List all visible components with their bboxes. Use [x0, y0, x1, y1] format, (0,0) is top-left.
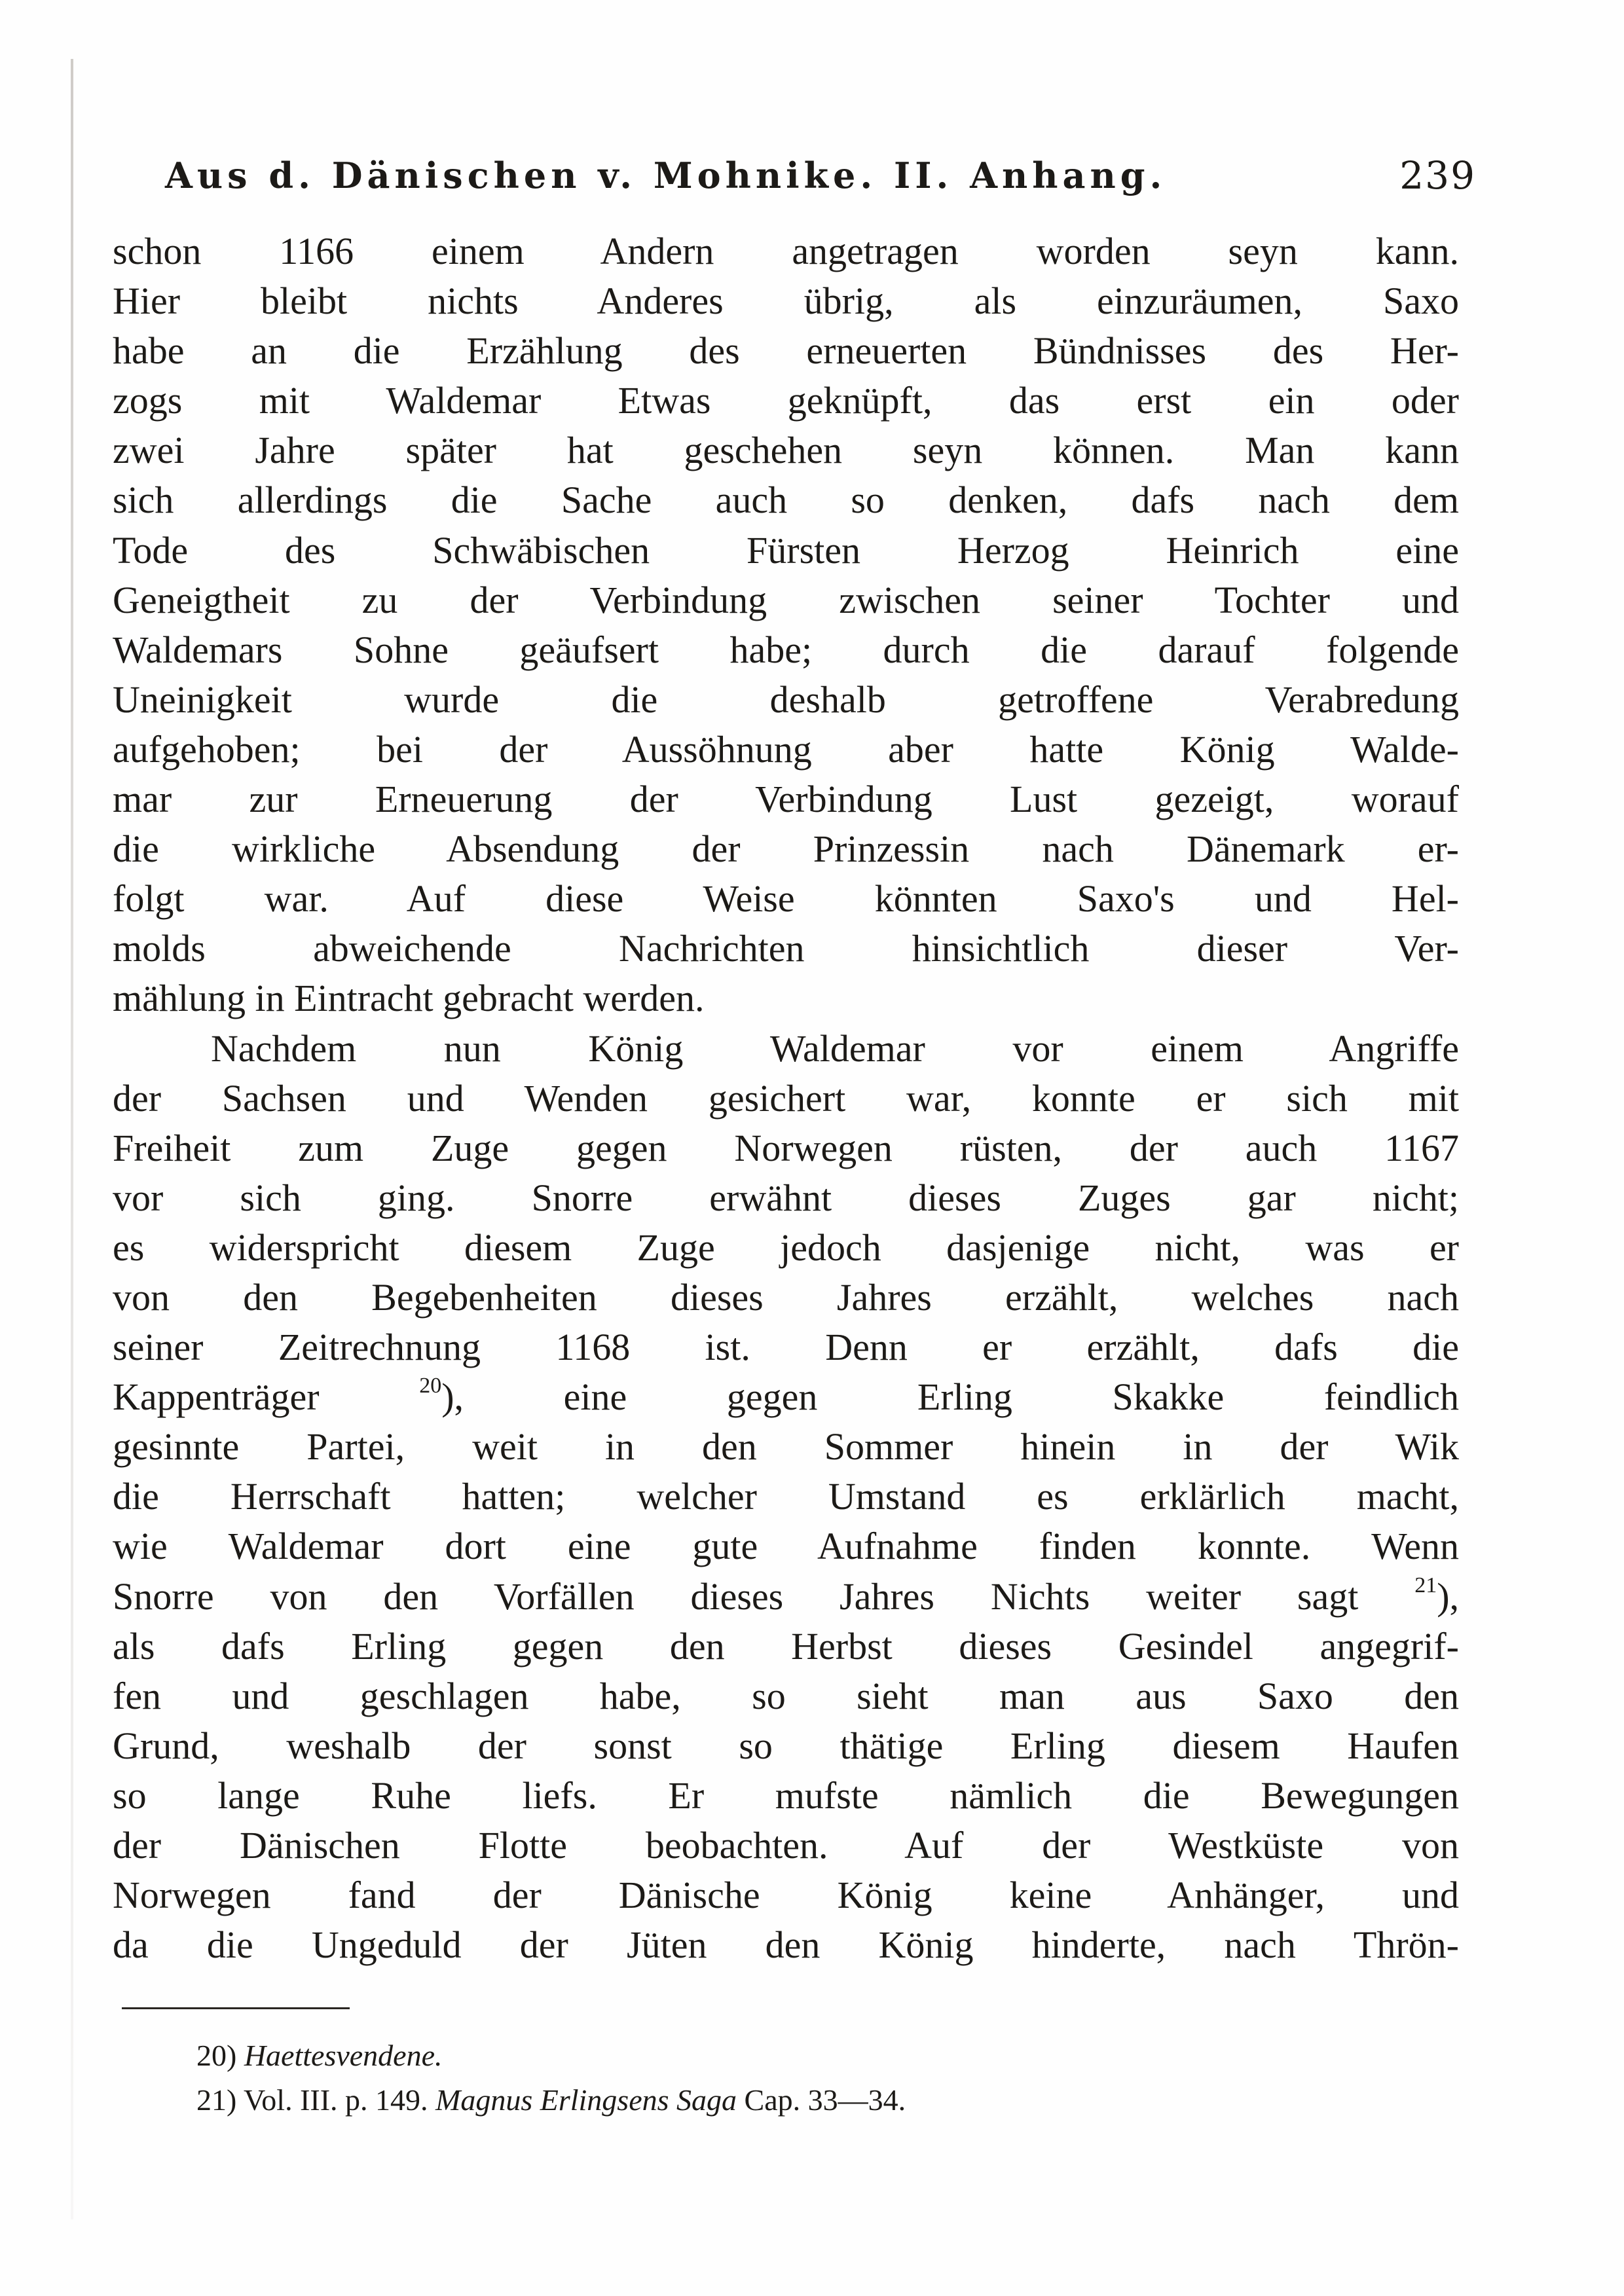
text-line: Hier bleibt nichts Anderes übrig, als einzuräumen, Saxo — [113, 280, 1459, 323]
text-line: es widerspricht diesem Zuge jedoch dasjenige nicht, was er — [113, 1226, 1459, 1269]
footnote-separator — [122, 2007, 350, 2009]
text-line: Tode des Schwäbischen Fürsten Herzog Heinrich eine — [113, 528, 1459, 572]
page-number: 239 — [1399, 153, 1476, 198]
text-line: wie Waldemar dort eine gute Aufnahme finden konnte. Wenn — [113, 1525, 1459, 1568]
text-line: als dafs Erling gegen den Herbst dieses Gesindel angegrif- — [113, 1624, 1459, 1667]
text-line: vor sich ging. Snorre erwähnt dieses Zuges gar nicht; — [113, 1176, 1459, 1219]
footnote-20 — [196, 2033, 1375, 2078]
text-line: die wirkliche Absendung der Prinzessin nach Dänemark er- — [113, 828, 1459, 871]
text-line: der Sachsen und Wenden gesichert war, konnte er sich mit — [113, 1076, 1459, 1120]
text-line: Uneinigkeit wurde die deshalb getroffene Verabredung — [113, 678, 1459, 721]
text-line: gesinnte Partei, weit in den Sommer hinein in der Wik — [113, 1425, 1459, 1468]
text-line: Norwegen fand der Dänische König keine Anhänger, und — [113, 1874, 1459, 1917]
footnote-text: Haettesvendene. — [244, 2039, 443, 2072]
scan-edge-shadow — [71, 59, 73, 2219]
text-line: fen und geschlagen habe, so sieht man aus Saxo den — [113, 1674, 1459, 1717]
text-segment: ), eine gegen Erling Skakke feindlich — [441, 1376, 1459, 1419]
text-line: so lange Ruhe liefs. Er mufste nämlich die Bewegungen — [113, 1774, 1459, 1817]
text-line: zogs mit Waldemar Etwas geknüpft, das erst ein oder — [113, 379, 1459, 422]
footnote-marker: 21) — [196, 2083, 237, 2117]
text-line: schon 1166 einem Andern angetragen worden seyn kann. — [113, 230, 1459, 272]
text-segment: Kappenträger — [113, 1376, 320, 1419]
text-line: habe an die Erzählung des erneuerten Bündnisses des Her- — [113, 329, 1459, 373]
text-line: seiner Zeitrechnung 1168 ist. Denn er erzählt, dafs die — [113, 1326, 1459, 1369]
text-line-with-note-ref-20 — [113, 1372, 1459, 1422]
text-line: zwei Jahre später hat geschehen seyn können. Man kann — [113, 429, 1459, 472]
paragraph-first-line: Nachdem nun König Waldemar vor einem Angriffe — [211, 1027, 1459, 1070]
text-line: der Dänischen Flotte beobachten. Auf der Westküste von — [113, 1824, 1459, 1867]
text-line-with-note-ref-21 — [113, 1572, 1459, 1622]
text-line: Grund, weshalb der sonst so thätige Erling diesem Haufen — [113, 1724, 1459, 1767]
text-line: die Herrschaft hatten; welcher Umstand es erklärlich macht, — [113, 1475, 1459, 1518]
paragraph-end-line: mählung in Eintracht gebracht werden. — [113, 977, 705, 1020]
text-line: von den Begebenheiten dieses Jahres erzählt, welches nach — [113, 1275, 1459, 1319]
footnote-ref-21[interactable]: 21 — [1414, 1573, 1437, 1597]
text-line: molds abweichende Nachrichten hinsichtlich dieser Ver- — [113, 927, 1459, 970]
text-segment: ), — [1437, 1575, 1460, 1618]
footnote-work-title: Magnus Erlingsens Saga — [435, 2083, 737, 2117]
footnotes — [196, 2033, 1375, 2123]
text-line: da die Ungeduld der Jüten den König hinderte, nach Thrön- — [113, 1923, 1459, 1967]
footnote-citation: Vol. III. p. 149. — [244, 2083, 428, 2117]
footnote-marker: 20) — [196, 2039, 237, 2072]
body-text — [113, 227, 1459, 1970]
running-head — [165, 145, 1476, 204]
text-line: Geneigtheit zu der Verbindung zwischen seiner Tochter und — [113, 578, 1459, 621]
text-line: Waldemars Sohne geäufsert habe; durch die darauf folgende — [113, 628, 1459, 671]
text-line: mar zur Erneuerung der Verbindung Lust gezeigt, worauf — [113, 778, 1459, 821]
running-head-title: Aus d. Dänischen v. Mohnike. II. Anhang. — [165, 155, 1167, 196]
text-segment: Snorre von den Vorfällen dieses Jahres Nichts weiter sagt — [113, 1575, 1359, 1618]
text-line: aufgehoben; bei der Aussöhnung aber hatte König Walde- — [113, 727, 1459, 771]
footnote-chapter: Cap. 33—34. — [744, 2083, 906, 2117]
footnote-ref-20[interactable]: 20 — [419, 1374, 442, 1398]
text-line: Freiheit zum Zuge gegen Norwegen rüsten, der auch 1167 — [113, 1126, 1459, 1169]
text-line: sich allerdings die Sache auch so denken, dafs nach dem — [113, 479, 1459, 522]
text-line: folgt war. Auf diese Weise könnten Saxo's und Hel- — [113, 877, 1459, 920]
footnote-21 — [196, 2078, 1375, 2123]
